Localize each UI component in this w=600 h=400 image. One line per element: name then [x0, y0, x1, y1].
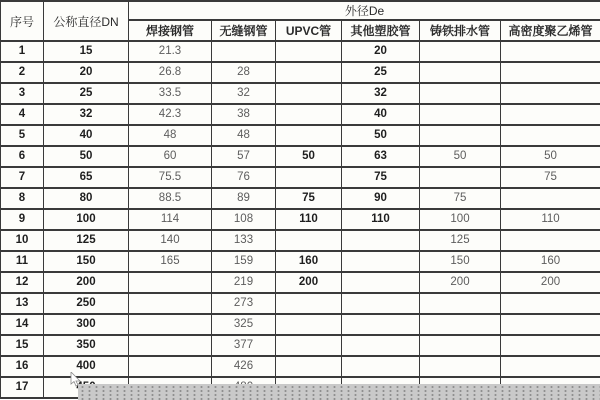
- table-cell: [501, 83, 600, 104]
- table-cell: 3: [1, 83, 44, 104]
- table-cell: [501, 356, 600, 377]
- table-cell: 11: [1, 251, 44, 272]
- header-serial: 序号: [1, 1, 44, 41]
- table-cell: [420, 83, 501, 104]
- table-cell: 50: [342, 125, 420, 146]
- table-cell: 110: [276, 209, 342, 230]
- table-cell: 125: [420, 230, 501, 251]
- table-cell: 5: [1, 125, 44, 146]
- table-cell: [129, 314, 212, 335]
- table-cell: [129, 272, 212, 293]
- table-cell: 159: [212, 251, 276, 272]
- table-cell: 377: [212, 335, 276, 356]
- table-cell: 400: [44, 356, 129, 377]
- table-cell: [129, 293, 212, 314]
- table-cell: 48: [129, 125, 212, 146]
- table-cell: [420, 293, 501, 314]
- table-cell: 10: [1, 230, 44, 251]
- table-cell: 42.3: [129, 104, 212, 125]
- table-cell: [342, 272, 420, 293]
- table-cell: 15: [44, 41, 129, 62]
- table-cell: 75: [342, 167, 420, 188]
- table-cell: [420, 335, 501, 356]
- table-cell: 40: [342, 104, 420, 125]
- table-cell: 110: [501, 209, 600, 230]
- table-cell: 350: [44, 335, 129, 356]
- table-cell: 65: [44, 167, 129, 188]
- table-cell: 133: [212, 230, 276, 251]
- table-cell: [276, 356, 342, 377]
- table-body: [1, 41, 600, 398]
- table-cell: [342, 356, 420, 377]
- table-row: [1, 125, 600, 146]
- table-cell: [276, 125, 342, 146]
- table-cell: 219: [212, 272, 276, 293]
- table-cell: 2: [1, 62, 44, 83]
- table-cell: 40: [44, 125, 129, 146]
- table-cell: 26.8: [129, 62, 212, 83]
- table-cell: 25: [44, 83, 129, 104]
- table-cell: 15: [1, 335, 44, 356]
- table-cell: 114: [129, 209, 212, 230]
- table-cell: 50: [501, 146, 600, 167]
- table-cell: 150: [44, 251, 129, 272]
- table-cell: 150: [420, 251, 501, 272]
- table-cell: 300: [44, 314, 129, 335]
- table-cell: 1: [1, 41, 44, 62]
- table-cell: [342, 314, 420, 335]
- mouse-cursor-icon: [70, 372, 82, 388]
- table-cell: [420, 104, 501, 125]
- table-cell: 80: [44, 188, 129, 209]
- table-cell: 50: [276, 146, 342, 167]
- table-cell: 88.5: [129, 188, 212, 209]
- table-cell: 89: [212, 188, 276, 209]
- table-cell: 14: [1, 314, 44, 335]
- header-nominal-diameter: 公称直径DN: [44, 1, 129, 41]
- table-cell: [501, 335, 600, 356]
- table-row: [1, 83, 600, 104]
- table-cell: [276, 293, 342, 314]
- table-cell: 38: [212, 104, 276, 125]
- table-cell: 60: [129, 146, 212, 167]
- table-cell: 75.5: [129, 167, 212, 188]
- header-cast-iron-drain-pipe: 铸铁排水管: [420, 20, 501, 41]
- table-cell: 50: [44, 146, 129, 167]
- table-cell: 48: [212, 125, 276, 146]
- table-cell: 273: [212, 293, 276, 314]
- table-cell: 20: [44, 62, 129, 83]
- table-row: [1, 314, 600, 335]
- table-cell: 9: [1, 209, 44, 230]
- table-cell: 32: [342, 83, 420, 104]
- table-cell: 250: [44, 293, 129, 314]
- table-cell: 12: [1, 272, 44, 293]
- table-cell: 108: [212, 209, 276, 230]
- table-cell: 21.3: [129, 41, 212, 62]
- table-cell: 140: [129, 230, 212, 251]
- table-cell: 32: [44, 104, 129, 125]
- table-row: [1, 251, 600, 272]
- table-row: [1, 62, 600, 83]
- table-cell: [342, 335, 420, 356]
- table-cell: 33.5: [129, 83, 212, 104]
- header-other-plastic-pipe: 其他塑胶管: [342, 20, 420, 41]
- table-cell: [342, 230, 420, 251]
- table-cell: 6: [1, 146, 44, 167]
- table-cell: 13: [1, 293, 44, 314]
- table-cell: 75: [501, 167, 600, 188]
- table-cell: 16: [1, 356, 44, 377]
- table-cell: [501, 230, 600, 251]
- table-cell: 100: [420, 209, 501, 230]
- table-cell: 110: [342, 209, 420, 230]
- table-cell: 63: [342, 146, 420, 167]
- table-cell: 125: [44, 230, 129, 251]
- header-outer-diameter-group: 外径De: [129, 1, 600, 20]
- table-cell: 50: [420, 146, 501, 167]
- table-cell: 7: [1, 167, 44, 188]
- table-cell: [342, 293, 420, 314]
- table-cell: 200: [420, 272, 501, 293]
- table-cell: 426: [212, 356, 276, 377]
- table-cell: [501, 125, 600, 146]
- table-cell: [276, 314, 342, 335]
- table-cell: [276, 230, 342, 251]
- table-cell: [276, 41, 342, 62]
- table-cell: [276, 62, 342, 83]
- table-cell: [420, 314, 501, 335]
- table-row: [1, 272, 600, 293]
- table-row: [1, 335, 600, 356]
- table-row: [1, 356, 600, 377]
- table-row: [1, 188, 600, 209]
- table-cell: 75: [276, 188, 342, 209]
- table-cell: 4: [1, 104, 44, 125]
- table-cell: 76: [212, 167, 276, 188]
- table-row: [1, 146, 600, 167]
- table-cell: [276, 104, 342, 125]
- table-cell: 8: [1, 188, 44, 209]
- table-cell: [501, 188, 600, 209]
- table-cell: 165: [129, 251, 212, 272]
- table-row: [1, 230, 600, 251]
- table-row: [1, 209, 600, 230]
- header-upvc-pipe: UPVC管: [276, 20, 342, 41]
- watermark-strip: [78, 384, 600, 400]
- table-cell: [420, 62, 501, 83]
- table-cell: 160: [501, 251, 600, 272]
- table-cell: 160: [276, 251, 342, 272]
- table-cell: [342, 251, 420, 272]
- header-hdpe-pipe: 高密度聚乙烯管: [501, 20, 600, 41]
- table-cell: [212, 41, 276, 62]
- table-cell: 100: [44, 209, 129, 230]
- table-cell: 32: [212, 83, 276, 104]
- table-cell: 25: [342, 62, 420, 83]
- table-cell: [420, 167, 501, 188]
- table-cell: [420, 356, 501, 377]
- table-cell: 200: [501, 272, 600, 293]
- table-cell: [276, 167, 342, 188]
- table-cell: [276, 335, 342, 356]
- table-cell: [501, 62, 600, 83]
- table-row: [1, 167, 600, 188]
- table-cell: [276, 83, 342, 104]
- table-cell: [420, 41, 501, 62]
- table-row: [1, 41, 600, 62]
- table-row: [1, 293, 600, 314]
- table-cell: 57: [212, 146, 276, 167]
- table-cell: 75: [420, 188, 501, 209]
- table-cell: 20: [342, 41, 420, 62]
- table-cell: 200: [44, 272, 129, 293]
- table-cell: 200: [276, 272, 342, 293]
- table-cell: [501, 104, 600, 125]
- table-cell: [501, 314, 600, 335]
- table-cell: 17: [1, 377, 44, 398]
- table-cell: 90: [342, 188, 420, 209]
- table-cell: [129, 335, 212, 356]
- table-cell: [129, 356, 212, 377]
- header-welded-steel-pipe: 焊接钢管: [129, 20, 212, 41]
- table-row: [1, 104, 600, 125]
- table-cell: [501, 41, 600, 62]
- table-cell: [501, 293, 600, 314]
- table-cell: 28: [212, 62, 276, 83]
- table-cell: 325: [212, 314, 276, 335]
- header-seamless-steel-pipe: 无缝钢管: [212, 20, 276, 41]
- table-cell: [420, 125, 501, 146]
